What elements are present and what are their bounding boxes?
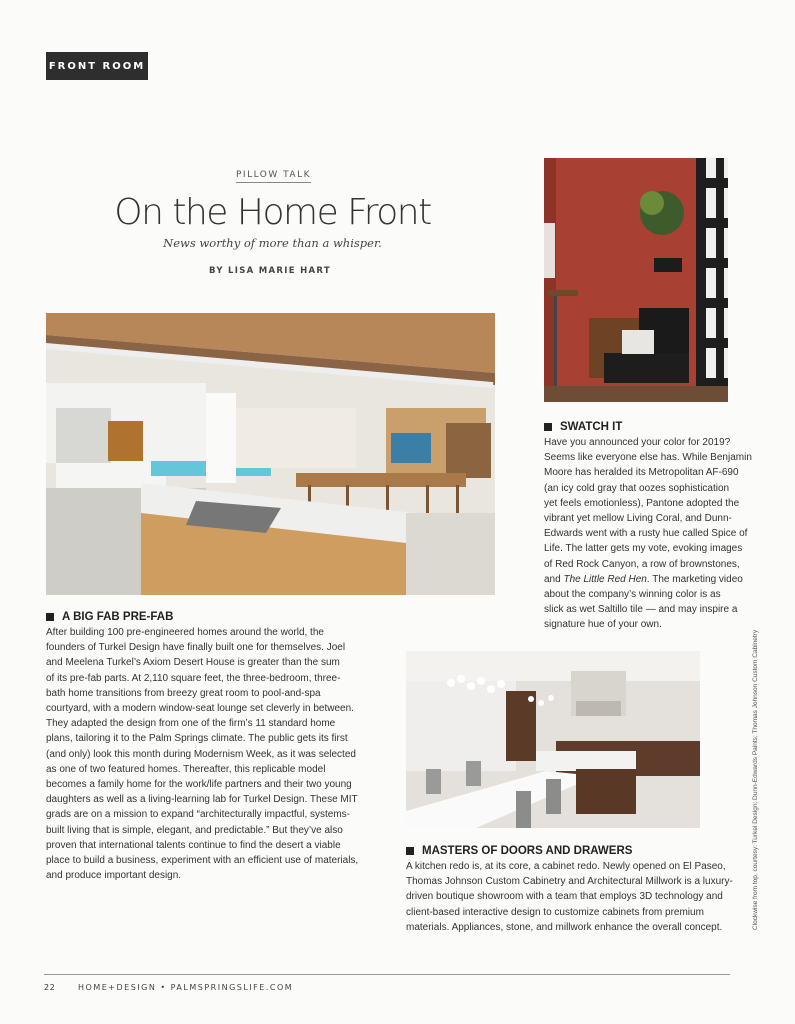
section-tag: FRONT ROOM	[46, 52, 148, 80]
swatch-body	[544, 435, 752, 633]
text-run: vibrant yet mellow Living Coral, and Dunn-	[544, 513, 732, 525]
kitchen-showroom-photo	[406, 651, 700, 828]
masters-line: Thomas Johnson Custom Cabinetry and Architectural Millwork is a luxury-	[406, 876, 733, 888]
text-run: and	[544, 573, 564, 585]
swatch-line	[544, 557, 744, 572]
prefab-line: as one of two featured homes. Thereafter, this replicable model	[46, 763, 326, 775]
footer-rule	[44, 974, 730, 975]
prefab-line: becomes a family home for the work/life partners and their two young	[46, 779, 352, 791]
masters-line: materials. Appliances, stone, and millwork enhance the overall concept.	[406, 921, 723, 933]
prefab-line: built living that is simple, elegant, and predictable.” But they’ve also	[46, 824, 343, 836]
bullet-square-icon	[46, 613, 54, 621]
prefab-line: daughters as well as a living-learning lab for Turkel Design. These MIT	[46, 794, 358, 806]
text-run: Seems like everyone else has. While Benjamin	[544, 452, 752, 464]
prefab-line: They adapted the design from one of the firm’s 11 standard home	[46, 718, 336, 730]
prefab-line: plans, tailoring it to the Palm Springs climate. The public gets its first	[46, 733, 348, 745]
prefab-line: proven that international talents continue to find the desert a viable	[46, 839, 341, 851]
swatch-line	[544, 435, 744, 450]
prefab-heading	[46, 611, 173, 623]
text-run: signature hue of your own.	[544, 619, 662, 631]
swatch-line	[544, 511, 744, 526]
prefab-line: After building 100 pre-engineered homes around the world, the	[46, 627, 324, 638]
masters-line: driven boutique showroom with a team that employs 3D technology and	[406, 891, 723, 903]
photo-credit: Clockwise from top, courtesy: Turkel Design; Dunn-Edwards Paints; Thomas Johnson Custom Cabinetry	[752, 629, 759, 930]
prefab-body	[46, 625, 359, 883]
bullet-square-icon	[544, 423, 552, 431]
prefab-line: place to build a business, experiment with an efficient use of materials,	[46, 855, 359, 867]
swatch-line	[544, 450, 752, 465]
prefab-line: and produce important design.	[46, 870, 182, 882]
page-title: On the Home Front	[114, 192, 431, 233]
swatch-line	[544, 617, 744, 632]
swatch-line	[544, 541, 744, 556]
bullet-square-icon	[406, 847, 414, 855]
text-run: Edwards went with a rusty hue called Spice of	[544, 528, 748, 540]
swatch-heading-text: SWATCH IT	[560, 421, 623, 433]
red-room-photo	[544, 158, 728, 402]
text-run: Life. The latter gets my vote, evoking images	[544, 543, 743, 555]
masters-heading-text: MASTERS OF DOORS AND DRAWERS	[422, 845, 633, 857]
kicker: PILLOW TALK	[236, 170, 311, 183]
swatch-line	[544, 587, 744, 602]
footer-publication: HOME+DESIGN • PALMSPRINGSLIFE.COM	[78, 983, 294, 992]
prefab-line: of its pre-fab parts. At 2,110 square feet, the three-bedroom, three-	[46, 672, 341, 684]
swatch-line	[544, 526, 748, 541]
text-run: Moore has heralded its Metropolitan AF-690	[544, 467, 739, 479]
text-run: (an icy cold gray that oozes sophistication	[544, 482, 730, 494]
swatch-line	[544, 572, 744, 587]
swatch-line	[544, 481, 744, 496]
masters-line: client-based interactive design to customize cabinets from premium	[406, 906, 704, 918]
prefab-line: courtyard, with a modern window-seat lounge set cleverly in between.	[46, 703, 354, 715]
text-run: slick as wet Saltillo tile — and may inspire a	[544, 604, 738, 616]
swatch-line	[544, 602, 744, 617]
text-run: Have you announced your color for 2019?	[544, 437, 731, 448]
byline: BY LISA MARIE HART	[209, 266, 331, 276]
masters-body	[406, 859, 733, 935]
text-run: about the company’s winning color is as	[544, 589, 721, 601]
prefab-line: (and only) look this month during Modernism Week, as it was selected	[46, 748, 356, 760]
prefab-line: bath home transitions from breezy great room to pool-and-spa	[46, 687, 321, 699]
prefab-heading-text: A BIG FAB PRE-FAB	[62, 611, 174, 623]
deck: News worthy of more than a whisper.	[163, 236, 382, 250]
prefab-line: and Meelena Turkel’s Axiom Desert House is greater than the sum	[46, 657, 340, 669]
page-number: 22	[44, 983, 56, 992]
prefab-line: founders of Turkel Design have finally built one for themselves. Joel	[46, 642, 346, 654]
desert-house-photo	[46, 313, 495, 595]
swatch-line	[544, 496, 744, 511]
prefab-line: grads are on a mission to expand “architecturally impactful, systems-	[46, 809, 351, 821]
italic-title: The Little Red Hen	[563, 573, 647, 585]
text-run: . The marketing video	[646, 573, 743, 585]
text-run: yet feels emotionless), Pantone adopted the	[544, 497, 740, 509]
swatch-heading	[544, 421, 622, 433]
swatch-line	[544, 465, 744, 480]
masters-heading	[406, 845, 632, 857]
masters-line: A kitchen redo is, at its core, a cabinet redo. Newly opened on El Paseo,	[406, 861, 726, 872]
text-run: of Red Rock Canyon, a row of brownstones,	[544, 558, 740, 570]
